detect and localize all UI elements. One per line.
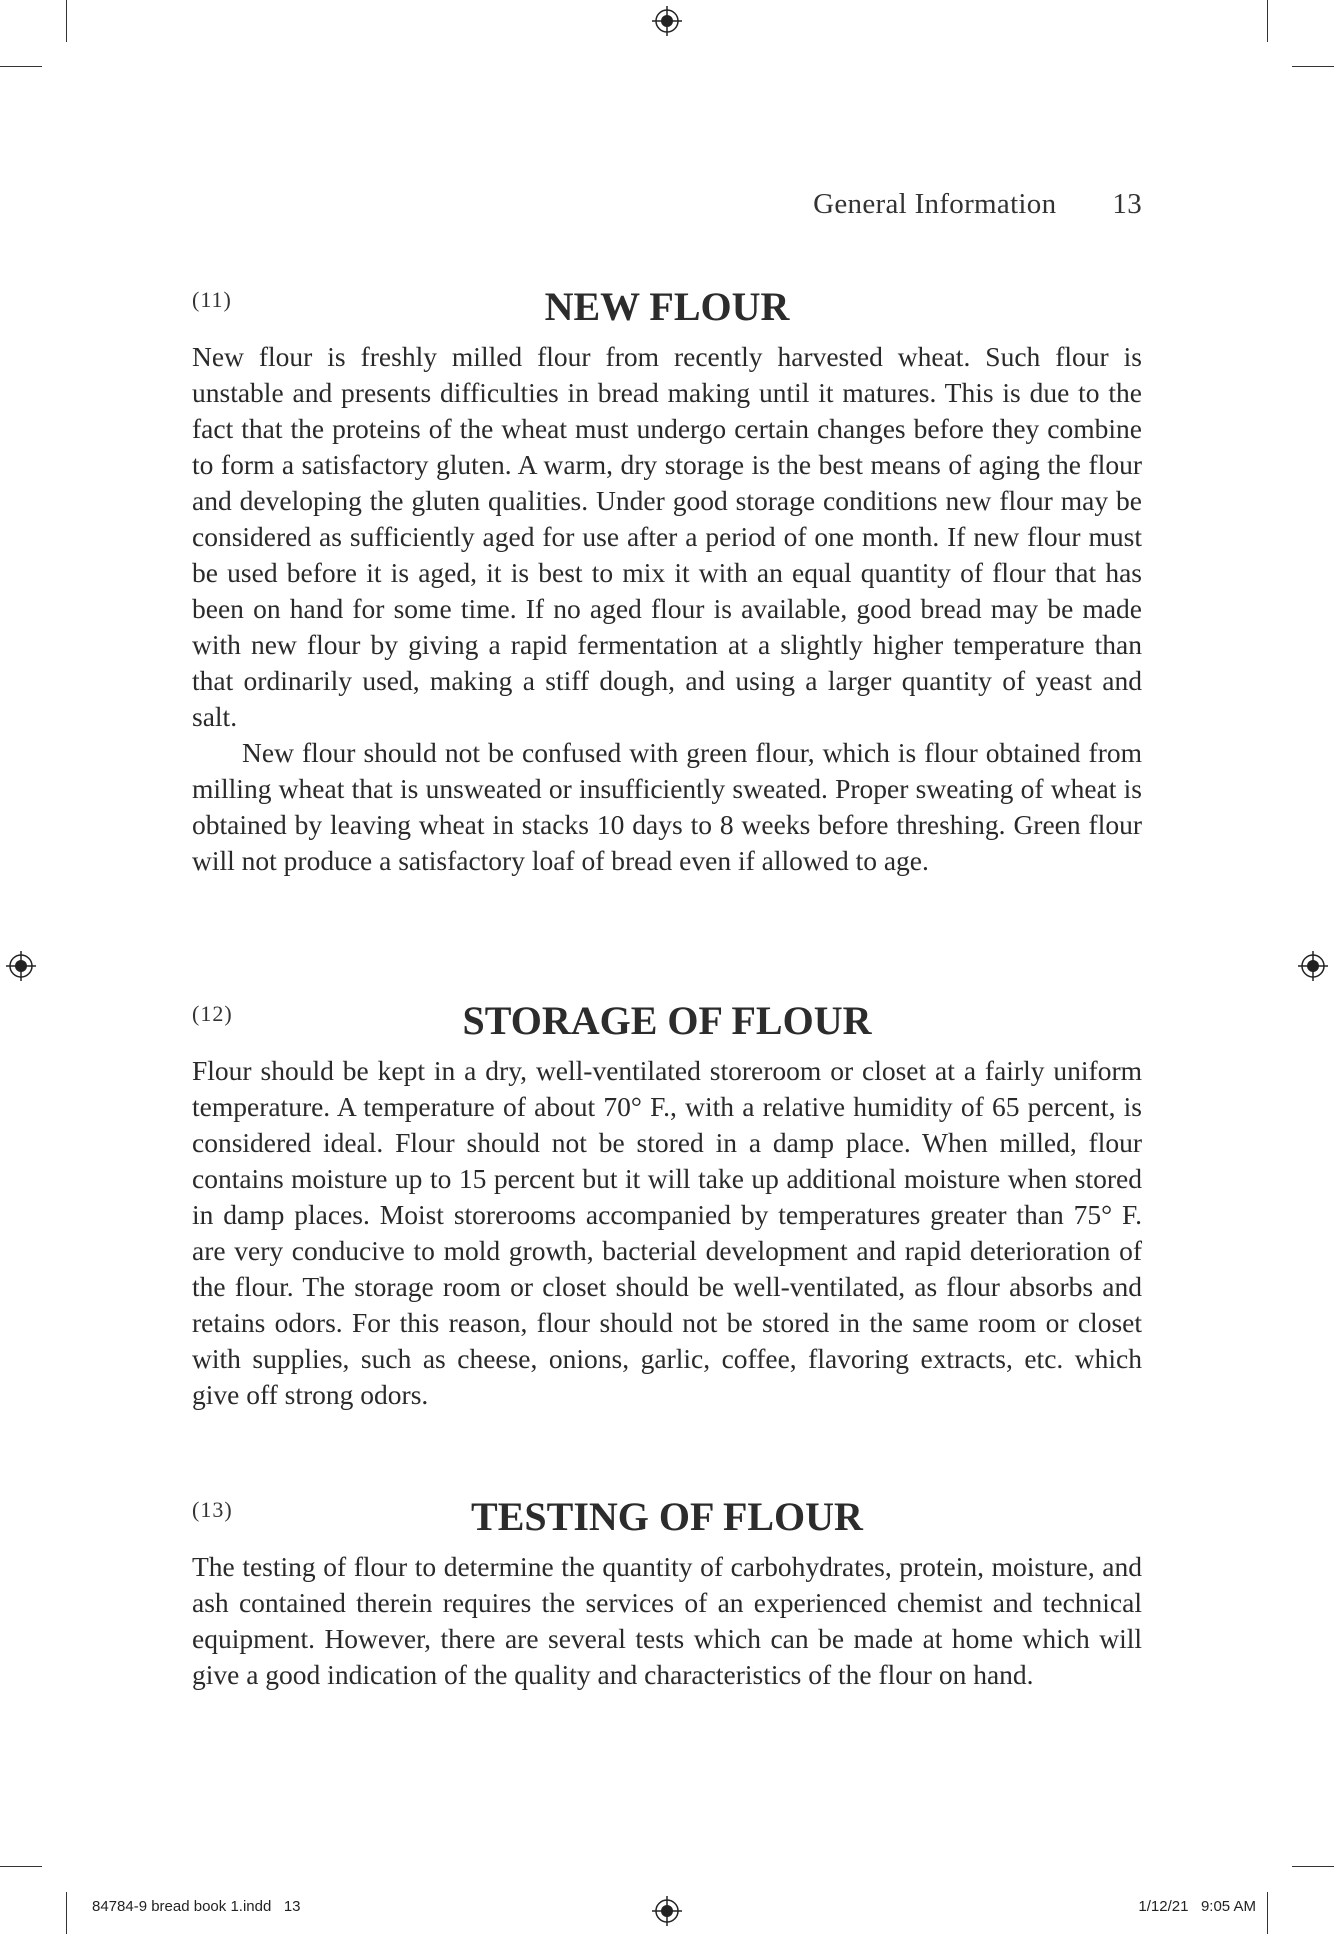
- crop-mark-icon: [66, 1892, 67, 1934]
- section-number: (11): [192, 287, 232, 312]
- registration-mark-icon: [6, 951, 36, 981]
- section-title: NEW FLOUR: [544, 284, 790, 329]
- page-number: 13: [1112, 188, 1142, 220]
- crop-mark-icon: [0, 66, 42, 67]
- section-new-flour: [192, 283, 1142, 879]
- crop-mark-icon: [1267, 0, 1268, 42]
- section-number: (13): [192, 1497, 233, 1522]
- crop-mark-icon: [0, 1866, 42, 1867]
- running-head: [813, 188, 1142, 221]
- registration-mark-icon: [652, 1896, 682, 1926]
- slug-timestamp: 1/12/21 9:05 AM: [1138, 1898, 1256, 1915]
- paragraph: Flour should be kept in a dry, well-ventilated storeroom or closet at a fairly uniform temperature. A temperature of about 70° F., with a relative humidity of 65 percent, is considered ideal. Flour should not be stored in a damp place. When milled, flour contains moisture up to 15 percent but it will take up additional moisture when stored in damp places. Moist storerooms accompanied by temperatures greater than 75° F. are very conducive to mold growth, bacterial development and rapid deterioration of the flour. The storage room or closet should be well-ventilated, as flour absorbs and retains odors. For this reason, flour should not be stored in the same room or closet with supplies, such as cheese, onions, garlic, coffee, flavoring extracts, etc. which give off strong odors.: [192, 1055, 1142, 1410]
- paragraph: The testing of flour to determine the quantity of carbohydrates, protein, moisture, and ash contained therein requires the services of an experienced chemist and technical equipment. However, there are several tests which can be made at home which will give a good indication of the quality and characteristics of the flour on hand.: [192, 1551, 1142, 1690]
- crop-mark-icon: [1267, 1892, 1268, 1934]
- section-title: STORAGE OF FLOUR: [462, 998, 872, 1043]
- crop-mark-icon: [66, 0, 67, 42]
- paragraph: New flour should not be confused with green flour, which is flour obtained from milling wheat that is unsweated or insufficiently sweated. Proper sweating of wheat is obtained by leaving wheat in stacks 10 days to 8 weeks before threshing. Green flour will not produce a satisfactory loaf of bread even if allowed to age.: [192, 737, 1142, 876]
- crop-mark-icon: [1292, 66, 1334, 67]
- section-testing-of-flour: [192, 1493, 1142, 1693]
- section-heading: [192, 1493, 1142, 1549]
- paragraph: New flour is freshly milled flour from recently harvested wheat. Such flour is unstable and presents difficulties in bread making until it matures. This is due to the fact that the proteins of the wheat must undergo certain changes before they combine to form a satisfactory gluten. A warm, dry storage is the best means of aging the flour and developing the gluten qualities. Under good storage conditions new flour may be considered as sufficiently aged for use after a period of one month. If new flour must be used before it is aged, it is best to mix it with an equal quantity of flour that has been on hand for some time. If no aged flour is available, good bread may be made with new flour by giving a rapid fermentation at a slightly higher temperature than that ordinarily used, making a stiff dough, and using a larger quantity of yeast and salt.: [192, 341, 1142, 732]
- section-heading: [192, 997, 1142, 1053]
- slug-file-info: 84784-9 bread book 1.indd 13: [92, 1898, 301, 1915]
- registration-mark-icon: [1298, 951, 1328, 981]
- section-title: TESTING OF FLOUR: [471, 1494, 863, 1539]
- running-head-title: General Information: [813, 188, 1057, 220]
- section-number: (12): [192, 1001, 233, 1026]
- section-storage-of-flour: [192, 997, 1142, 1413]
- crop-mark-icon: [1292, 1866, 1334, 1867]
- section-heading: [192, 283, 1142, 339]
- registration-mark-icon: [652, 6, 682, 36]
